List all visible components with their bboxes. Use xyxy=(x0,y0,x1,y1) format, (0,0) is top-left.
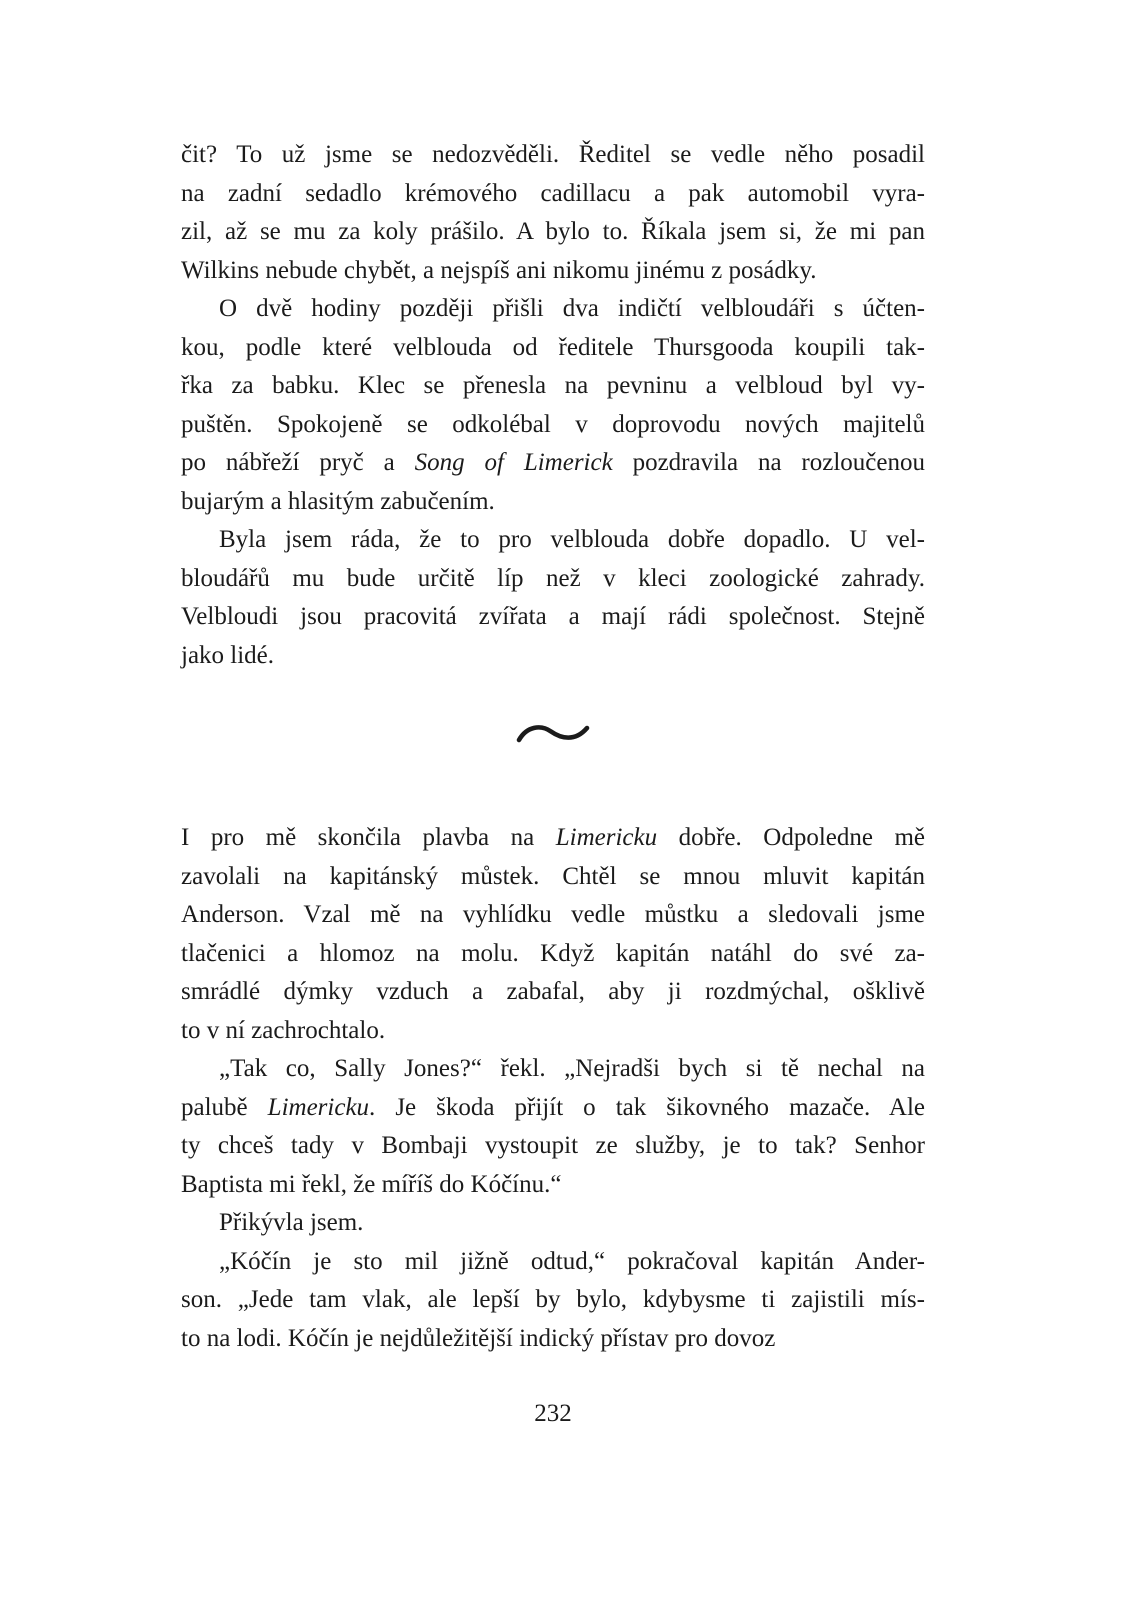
text-line xyxy=(181,521,925,560)
text-line xyxy=(181,290,925,329)
paragraph xyxy=(181,136,925,290)
tilde-ornament-icon xyxy=(514,721,592,749)
paragraph xyxy=(181,521,925,675)
paragraph xyxy=(181,819,925,1050)
text-segment: kou, podle které velblouda od ředitele Thursgooda koupili tak- xyxy=(181,333,925,361)
text-line xyxy=(181,406,925,445)
italic-text-segment: Limericku xyxy=(267,1093,370,1121)
text-segment: řka za babku. Klec se přenesla na pevninu a velbloud byl vy- xyxy=(181,372,925,399)
text-segment: son. „Jede tam vlak, ale lepší by bylo, kdybysme ti zajistili mís- xyxy=(181,1286,925,1313)
paragraph xyxy=(181,1204,925,1243)
text-segment: zavolali na kapitánský můstek. Chtěl se mnou mluvit kapitán xyxy=(181,862,925,890)
paragraph xyxy=(181,1243,925,1359)
text-segment: pozdravila na rozloučenou xyxy=(612,449,925,476)
text-segment: „Kóčín je sto mil jižně odtud,“ pokračoval kapitán Ander- xyxy=(219,1247,925,1275)
page-number: 232 xyxy=(534,1400,572,1427)
text-line xyxy=(181,252,925,291)
text-segment: palubě xyxy=(181,1093,268,1121)
text-segment: na zadní sedadlo krémového cadillacu a pak automobil vyra- xyxy=(181,179,925,207)
text-line xyxy=(181,1166,925,1205)
text-line xyxy=(181,637,925,676)
text-line xyxy=(181,367,925,406)
text-segment: Byla jsem ráda, že to pro velblouda dobře dopadlo. U vel- xyxy=(219,526,925,553)
text-line xyxy=(181,1204,925,1243)
text-segment: Anderson. Vzal mě na vyhlídku vedle můstku a sledovali jsme xyxy=(181,901,925,928)
text-line xyxy=(181,858,925,897)
text-line xyxy=(181,1050,925,1089)
text-line xyxy=(181,213,925,252)
text-segment: zil, až se mu za koly prášilo. A bylo to. Říkala jsem si, že mi pan xyxy=(181,218,925,245)
text-segment: Wilkins nebude chybět, a nejspíš ani nikomu jinému z posádky. xyxy=(181,256,817,284)
text-line xyxy=(181,896,925,935)
text-segment: po nábřeží pryč a xyxy=(181,449,415,476)
text-line xyxy=(181,598,925,637)
text-segment: jako lidé. xyxy=(181,641,275,669)
text-line xyxy=(181,1243,925,1282)
text-segment: O dvě hodiny později přišli dva indičtí velbloudáři s účten- xyxy=(219,295,925,322)
text-segment: Velbloudi jsou pracovitá zvířata a mají rádi společnost. Stejně xyxy=(181,603,925,630)
section-divider xyxy=(181,715,925,747)
text-line xyxy=(181,1089,925,1128)
text-segment: bloudářů mu bude určitě líp než v kleci zoologické zahrady. xyxy=(181,564,925,592)
italic-text-segment: Song of Limerick xyxy=(414,449,613,476)
text-segment: I pro mě skončila plavba na xyxy=(181,824,556,851)
text-line xyxy=(181,560,925,599)
text-segment: smrádlé dýmky vzduch a zabafal, aby ji rozdmýchal, ošklivě xyxy=(181,978,925,1005)
text-line xyxy=(181,1281,925,1320)
text-line xyxy=(181,1320,925,1359)
text-segment: ty chceš tady v Bombaji vystoupit ze služby, je to tak? Senhor xyxy=(181,1132,925,1159)
text-segment: bujarým a hlasitým zabučením. xyxy=(181,487,495,515)
text-line xyxy=(181,329,925,368)
paragraph xyxy=(181,290,925,521)
text-segment: . Je škoda přijít o tak šikovného mazače. Ale xyxy=(369,1093,925,1121)
text-segment: to v ní zachrochtalo. xyxy=(181,1016,386,1044)
text-line xyxy=(181,819,925,858)
text-line xyxy=(181,483,925,522)
text-segment: tlačenici a hlomoz na molu. Když kapitán natáhl do své za- xyxy=(181,939,925,967)
text-line xyxy=(181,973,925,1012)
text-segment: puštěn. Spokojeně se odkolébal v doprovodu nových majitelů xyxy=(181,410,925,438)
text-segment: dobře. Odpoledne mě xyxy=(657,824,926,851)
text-line xyxy=(181,1012,925,1051)
text-segment: Přikývla jsem. xyxy=(219,1209,364,1236)
text-line xyxy=(181,935,925,974)
text-line xyxy=(181,1127,925,1166)
text-line xyxy=(181,175,925,214)
text-segment: čit? To už jsme se nedozvěděli. Ředitel se vedle něho posadil xyxy=(181,141,925,168)
page-text xyxy=(181,136,925,1358)
text-line xyxy=(181,136,925,175)
text-segment: Baptista mi řekl, že míříš do Kóčínu.“ xyxy=(181,1170,562,1198)
text-line xyxy=(181,444,925,483)
text-segment: to na lodi. Kóčín je nejdůležitější indický přístav pro dovoz xyxy=(181,1324,776,1352)
paragraph xyxy=(181,1050,925,1204)
text-segment: „Tak co, Sally Jones?“ řekl. „Nejradši bych si tě nechal na xyxy=(219,1055,925,1082)
italic-text-segment: Limericku xyxy=(555,824,658,851)
